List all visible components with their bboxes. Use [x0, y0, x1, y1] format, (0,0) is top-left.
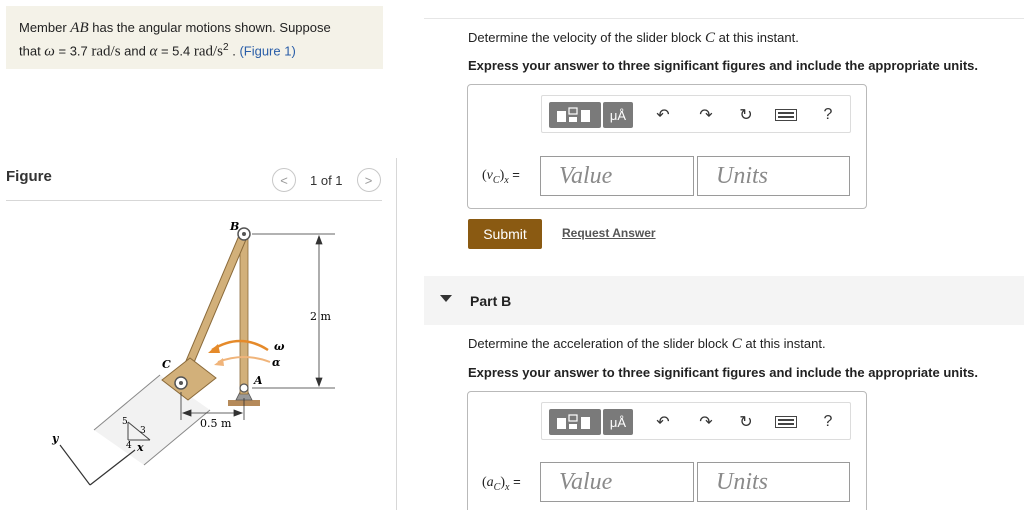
divider [6, 200, 382, 201]
divider [424, 18, 1024, 19]
figure-heading: Figure [6, 168, 52, 185]
part-b-label: Part B [470, 293, 512, 309]
value-input[interactable]: Value [540, 156, 694, 196]
slider-symbol: C [705, 30, 716, 46]
help-button[interactable] [817, 102, 839, 128]
var-symbol: v [486, 168, 493, 183]
omega-symbol: ω [44, 43, 55, 60]
part-a-instruction: Express your answer to three significant figures and include the appropriate units. [468, 58, 978, 73]
problem-text: . [228, 43, 240, 59]
figure-page-indicator: 1 of 1 [310, 172, 343, 188]
keyboard-icon [775, 416, 797, 428]
units-input[interactable]: Units [697, 156, 850, 196]
arrowhead-icon [214, 358, 224, 366]
symbols-icon: μÅ [609, 414, 627, 430]
var-component: x [505, 481, 510, 493]
templates-icon [555, 106, 595, 124]
axis-x-label: x [137, 441, 144, 454]
label-a: A [254, 374, 263, 387]
question-text: at this instant. [741, 336, 826, 351]
problem-text: that [19, 43, 45, 59]
templates-button[interactable] [549, 102, 601, 128]
dimension-height-label: 2 m [310, 310, 331, 323]
reset-icon: ↻ [739, 107, 753, 124]
part-b-question [468, 336, 826, 353]
label-alpha: α [272, 356, 281, 369]
help-icon: ? [823, 413, 833, 430]
help-icon: ? [823, 106, 833, 123]
keyboard-button[interactable] [774, 102, 798, 128]
units-input[interactable]: Units [697, 462, 850, 502]
help-button[interactable] [817, 409, 839, 435]
figure-link[interactable]: (Figure 1) [239, 43, 296, 59]
equals-sign: = [509, 474, 521, 489]
undo-button[interactable] [652, 409, 674, 435]
value-input[interactable]: Value [540, 462, 694, 502]
member-symbol: AB [70, 20, 89, 36]
redo-button[interactable] [695, 102, 717, 128]
var-symbol: a [486, 475, 494, 490]
symbols-icon: μÅ [609, 107, 627, 123]
omega-unit: rad/s [91, 43, 121, 60]
templates-icon [555, 413, 595, 431]
redo-button[interactable] [695, 409, 717, 435]
paren: ( [482, 475, 487, 490]
part-b-instruction: Express your answer to three significant figures and include the appropriate units. [468, 365, 978, 380]
problem-text: = 3.7 [54, 43, 92, 59]
redo-icon: ↷ [699, 107, 713, 124]
part-a-answer-box [467, 84, 867, 209]
keyboard-button[interactable] [774, 409, 798, 435]
chevron-right-icon: > [364, 172, 373, 188]
label-omega: ω [274, 340, 285, 353]
pin-a [240, 384, 248, 392]
slope-label-4: 4 [126, 441, 132, 451]
math-toolbar [541, 95, 851, 133]
panel-divider [396, 158, 397, 510]
coordinate-axes [60, 445, 135, 485]
math-toolbar [541, 402, 851, 440]
dimension-width-label: 0.5 m [200, 417, 232, 430]
part-b-answer-box [467, 391, 867, 510]
symbols-button[interactable] [603, 409, 633, 435]
vertical-post [240, 232, 248, 394]
keyboard-icon [775, 109, 797, 121]
reset-icon: ↻ [739, 414, 753, 431]
figure-pager [272, 168, 381, 192]
problem-statement [6, 6, 383, 69]
slope-label-3: 3 [140, 426, 146, 436]
alpha-symbol: α [149, 43, 158, 60]
answer-variable-label [482, 474, 521, 493]
undo-icon: ↶ [656, 107, 670, 124]
pin-b-center [242, 232, 246, 236]
part-a-question [468, 30, 799, 47]
label-c: C [162, 358, 171, 371]
paren: ) [500, 475, 506, 490]
paren: ) [499, 168, 505, 183]
reset-button[interactable] [735, 102, 757, 128]
arrowhead-icon [208, 344, 220, 353]
alpha-unit-exponent: 2 [223, 42, 229, 53]
templates-button[interactable] [549, 409, 601, 435]
submit-button[interactable]: Submit [468, 219, 542, 249]
reset-button[interactable] [735, 409, 757, 435]
request-answer-link[interactable]: Request Answer [562, 226, 656, 240]
collapse-triangle-icon[interactable] [440, 295, 452, 302]
part-b-header[interactable] [424, 276, 1024, 325]
pin-c-center [179, 381, 183, 385]
answer-variable-label [482, 167, 520, 186]
problem-text: = 5.4 [157, 43, 194, 59]
next-figure-button[interactable] [357, 168, 381, 192]
chevron-left-icon: < [280, 172, 288, 188]
question-text: at this instant. [715, 30, 799, 45]
var-subscript: C [493, 481, 501, 493]
slope-label-5: 5 [122, 417, 128, 427]
var-component: x [504, 174, 509, 186]
question-text: Determine the acceleration of the slider block [468, 336, 732, 351]
undo-icon: ↶ [656, 414, 670, 431]
question-text: Determine the velocity of the slider block [468, 30, 705, 45]
label-b: B [230, 220, 240, 233]
undo-button[interactable] [652, 102, 674, 128]
mechanism-figure [40, 210, 350, 495]
paren: ( [482, 168, 487, 183]
slider-symbol: C [731, 336, 742, 352]
problem-text: has the angular motions shown. Suppose [88, 20, 331, 35]
symbols-button[interactable] [603, 102, 633, 128]
redo-icon: ↷ [699, 414, 713, 431]
prev-figure-button[interactable] [272, 168, 296, 192]
problem-text: Member [19, 20, 71, 35]
axis-y-label: y [52, 432, 59, 445]
problem-text: and [120, 43, 150, 59]
equals-sign: = [508, 167, 520, 182]
var-subscript: C [492, 174, 500, 186]
alpha-unit: rad/s [193, 43, 224, 60]
